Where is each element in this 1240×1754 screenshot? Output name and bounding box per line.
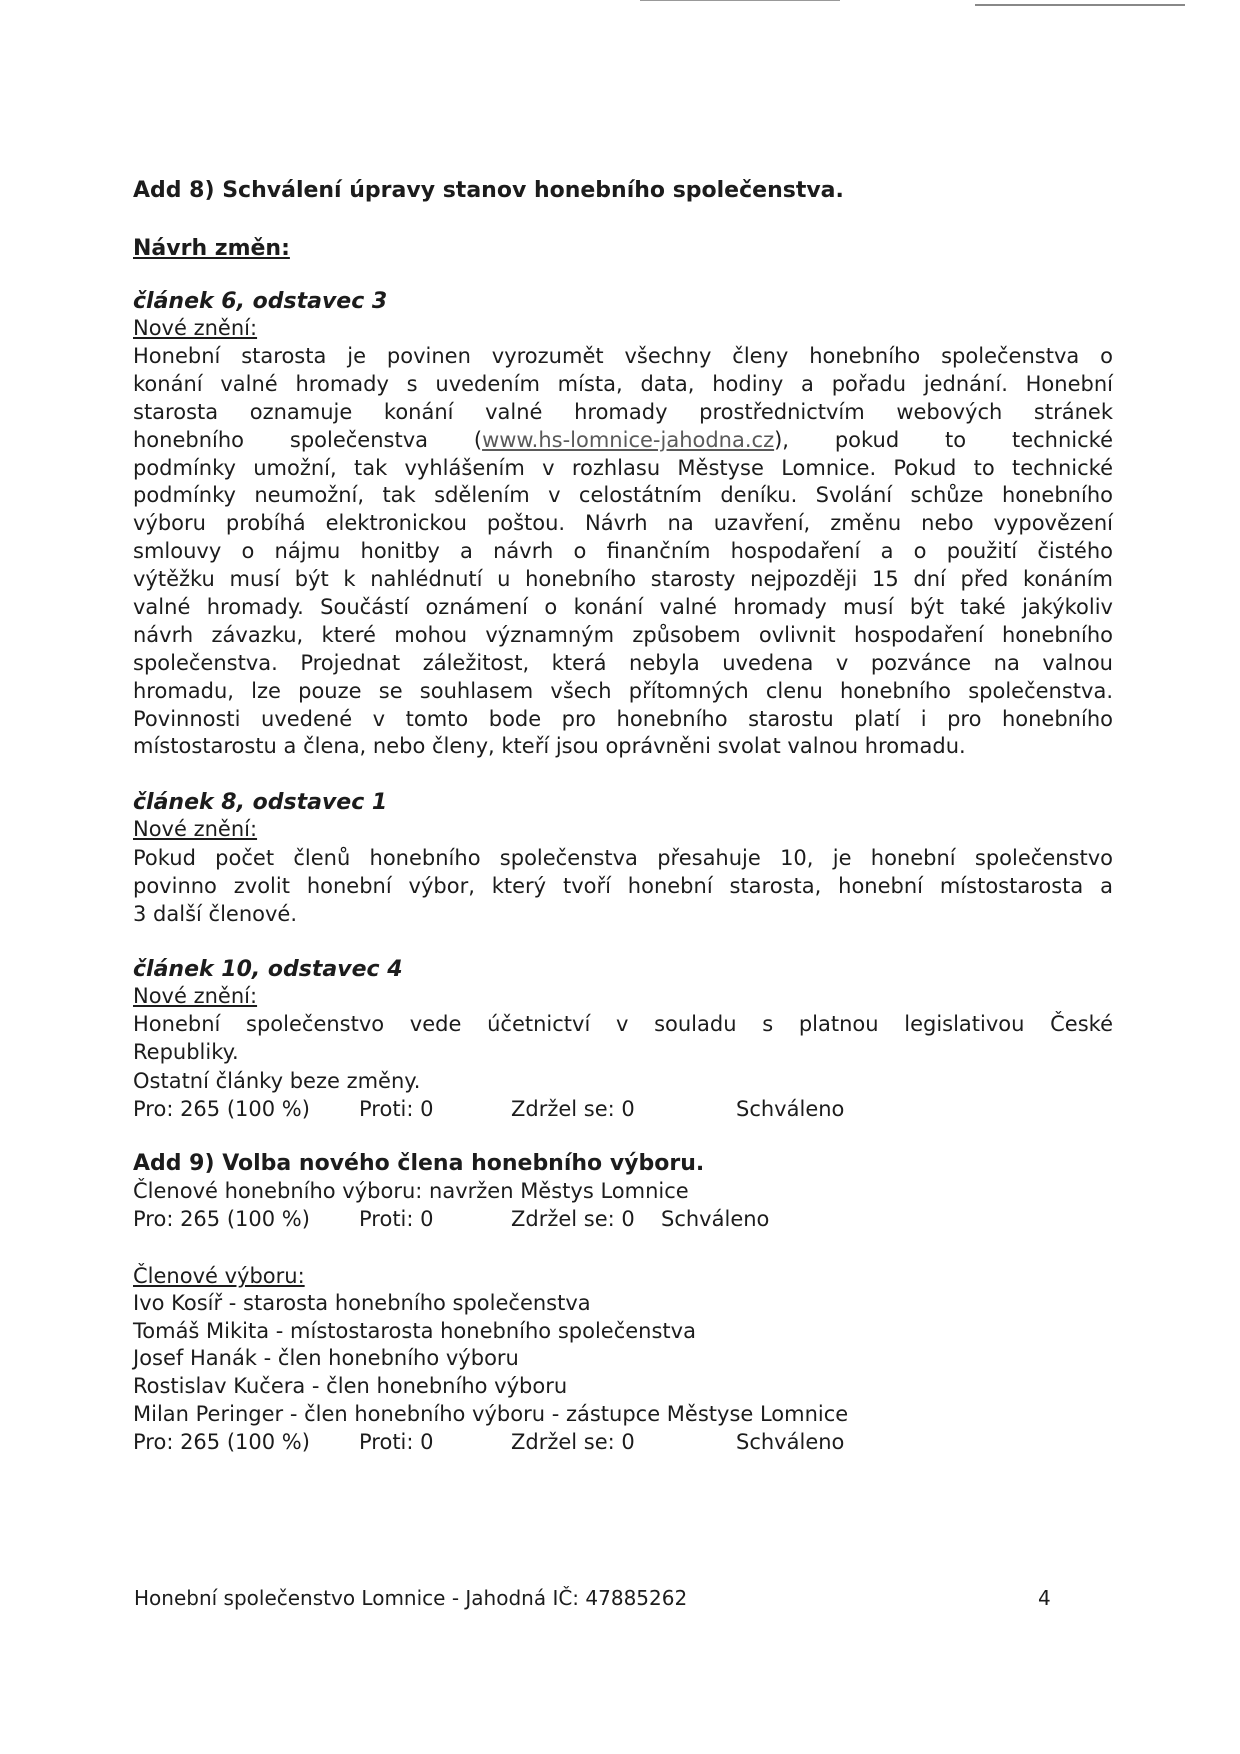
article-10-text xyxy=(133,1011,1113,1067)
text-line: valné hromady. Součástí oznámení o konání valné hromady musí být také jakýkoliv xyxy=(133,595,1113,620)
website-link[interactable]: www.hs-lomnice-jahodna.cz xyxy=(482,427,775,452)
add8-heading: Add 8) Schválení úpravy stanov honebního společenstva. xyxy=(133,178,844,203)
text-line: povinno zvolit honební výbor, který tvoří honební starosta, honební místostarosta a xyxy=(133,873,1113,898)
text-line: Pokud počet členů honebního společenstva přesahuje 10, je honební společenstvo xyxy=(133,846,1113,870)
text-line: podmínky neumožní, tak sdělením v celostátním deníku. Svolání schůze honebního xyxy=(133,483,1113,508)
article-8-new-label: Nové znění: xyxy=(133,817,258,841)
vote-pro: Pro: 265 (100 %) xyxy=(133,1430,310,1454)
text-line: smlouvy o nájmu honitby a návrh o finančním hospodaření a o použití čistého xyxy=(133,539,1113,564)
text-line xyxy=(133,427,1113,455)
member-item: Ivo Kosíř - starosta honebního společenstva xyxy=(133,1291,591,1315)
text-line: návrh závazku, které mohou významným způsobem ovlivnit hospodaření honebního xyxy=(133,622,1113,647)
text-line: hromadu, lze pouze se souhlasem všech přítomných clenu honebního společenstva. xyxy=(133,678,1113,703)
article-8-text xyxy=(133,845,1113,929)
article-6-new-label: Nové znění: xyxy=(133,316,258,340)
add9-heading: Add 9) Volba nového člena honebního výboru. xyxy=(133,1151,705,1176)
article-10-other: Ostatní články beze změny. xyxy=(133,1069,421,1093)
member-item: Josef Hanák - člen honebního výboru xyxy=(133,1346,519,1370)
text-line: Honební starosta je povinen vyrozumět všechny členy honebního společenstva o xyxy=(133,344,1113,368)
text-line: konání valné hromady s uvedením místa, data, hodiny a pořadu jednání. Honební xyxy=(133,371,1113,396)
text-line: společenstva. Projednat záležitost, která nebyla uvedena v pozvánce na valnou xyxy=(133,650,1113,675)
footer-org: Honební společenstvo Lomnice - Jahodná IČ: 47885262 xyxy=(134,1586,688,1610)
vote-proti: Proti: 0 xyxy=(359,1430,434,1454)
scan-edge-line xyxy=(975,4,1185,6)
member-item: Tomáš Mikita - místostarosta honebního společenstva xyxy=(133,1319,696,1343)
text-line: starosta oznamuje konání valné hromady prostřednictvím webových stránek xyxy=(133,399,1113,424)
vote-result: Schváleno xyxy=(736,1430,845,1454)
text-line: výtěžku musí být k nahlédnutí u honebního starosty nejpozději 15 dní před konáním xyxy=(133,567,1113,592)
page-number: 4 xyxy=(1038,1586,1051,1610)
article-10-title: článek 10, odstavec 4 xyxy=(133,957,403,982)
scan-edge-line xyxy=(640,0,840,1)
text-line: Honební společenstvo vede účetnictví v souladu s platnou legislativou České xyxy=(133,1012,1113,1036)
text-line: podmínky umožní, tak vyhlášením v rozhlasu Městyse Lomnice. Pokud to technické xyxy=(133,455,1113,480)
article-8-title: článek 8, odstavec 1 xyxy=(133,790,388,815)
article-6-title: článek 6, odstavec 3 xyxy=(133,289,388,314)
article-10-new-label: Nové znění: xyxy=(133,984,258,1008)
text-line: místostarostu a člena, nebo členy, kteří jsou oprávněni svolat valnou hromadu. xyxy=(133,734,966,759)
proposal-heading: Návrh změn: xyxy=(133,236,290,261)
vote-zdrzel: Zdržel se: 0 xyxy=(511,1097,635,1121)
text-line: Povinnosti uvedené v tomto bode pro honebního starostu platí i pro honebního xyxy=(133,706,1113,731)
vote-zdrzel: Zdržel se: 0 xyxy=(511,1430,635,1454)
members-heading: Členové výboru: xyxy=(133,1264,305,1288)
vote-result: Schváleno xyxy=(661,1207,770,1231)
text-line: 3 další členové. xyxy=(133,901,298,926)
add9-text: Členové honebního výboru: navržen Městys Lomnice xyxy=(133,1179,689,1203)
vote-proti: Proti: 0 xyxy=(359,1097,434,1121)
vote-zdrzel: Zdržel se: 0 xyxy=(511,1207,635,1231)
article-6-text xyxy=(133,343,1113,761)
vote-proti: Proti: 0 xyxy=(359,1207,434,1231)
text-fragment: ), pokud to technické xyxy=(774,427,1114,452)
member-item: Milan Peringer - člen honebního výboru - zástupce Městyse Lomnice xyxy=(133,1402,849,1426)
vote-pro: Pro: 265 (100 %) xyxy=(133,1097,310,1121)
vote-result: Schváleno xyxy=(736,1097,845,1121)
text-fragment: honebního společenstva ( xyxy=(133,427,483,452)
vote-pro: Pro: 265 (100 %) xyxy=(133,1207,310,1231)
member-item: Rostislav Kučera - člen honebního výboru xyxy=(133,1374,568,1398)
text-line: výboru probíhá elektronickou poštou. Návrh na uzavření, změnu nebo vypovězení xyxy=(133,511,1113,536)
text-line: Republiky. xyxy=(133,1039,239,1064)
